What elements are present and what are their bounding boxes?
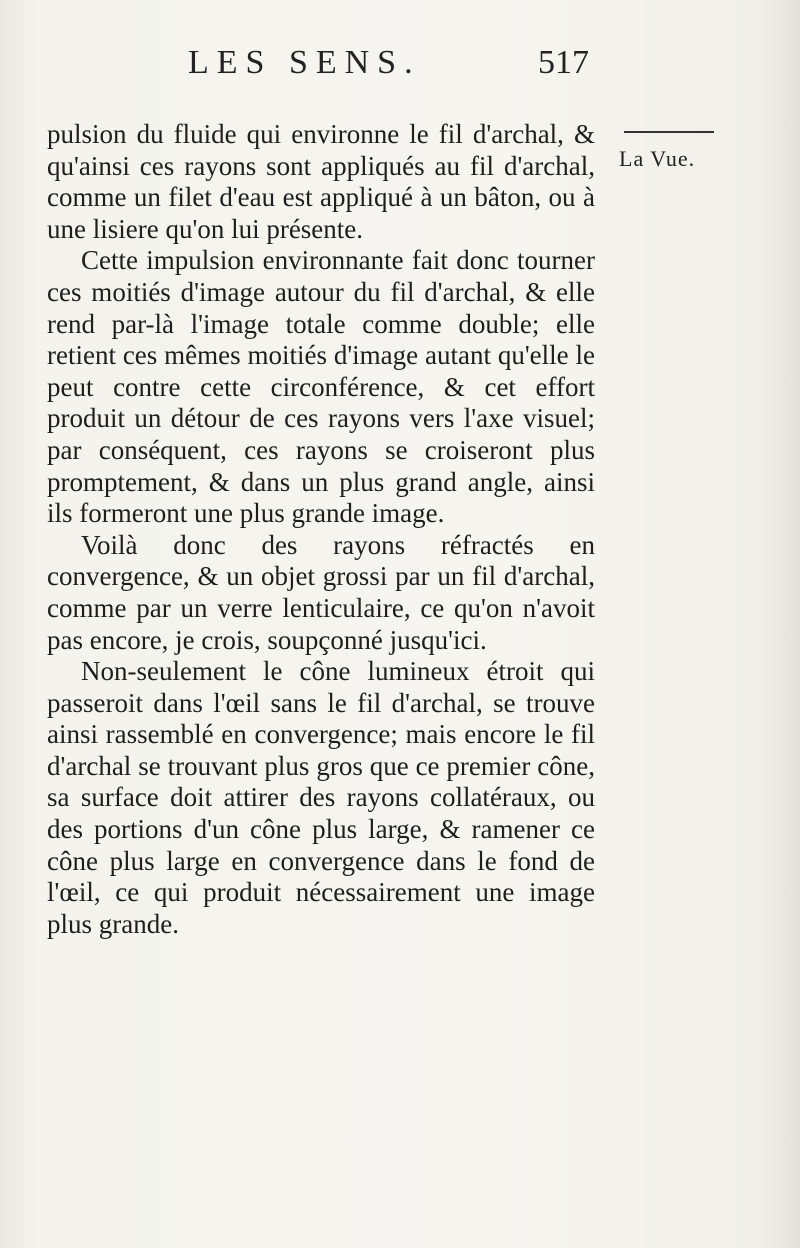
paragraph: Cette impulsion environnante fait donc tourner ces moitiés d'image autour du fil d'archal, & elle rend par-là l'image totale comme double; elle retient ces mêmes moitiés d'image autant qu'elle le peut contre cette circonférence, & cet effort produit un détour de ces rayons vers l'axe visuel; par conséquent, ces rayons se croiseront plus promptement, & dans un plus grand angle, ainsi ils formeront une plus grande image. xyxy=(47,245,595,529)
running-head: LES SENS. xyxy=(188,44,421,81)
margin-rule xyxy=(624,131,714,133)
body-text xyxy=(47,119,595,940)
margin-note: La Vue. xyxy=(619,146,696,171)
paragraph-continuation: pulsion du fluide qui environne le fil d'archal, & qu'ainsi ces rayons sont appliqués au fil d'archal, comme un filet d'eau est appliqué à un bâton, ou à une lisiere qu'on lui présente. xyxy=(47,119,595,244)
paragraph: Non-seulement le cône lumineux étroit qui passeroit dans l'œil sans le fil d'archal, se trouve ainsi rassemblé en convergence; mais encore le fil d'archal se trouvant plus gros que ce premier cône, sa surface doit attirer des rayons collatéraux, ou des portions d'un cône plus large, & ramener ce cône plus large en convergence dans le fond de l'œil, ce qui produit nécessairement une image plus grande. xyxy=(47,656,595,939)
page-number: 517 xyxy=(538,44,589,81)
paragraph: Voilà donc des rayons réfractés en convergence, & un objet grossi par un fil d'archal, comme par un verre lenticulaire, ce qu'on n'avoit pas encore, je crois, soupçonné jusqu'ici. xyxy=(47,529,595,655)
